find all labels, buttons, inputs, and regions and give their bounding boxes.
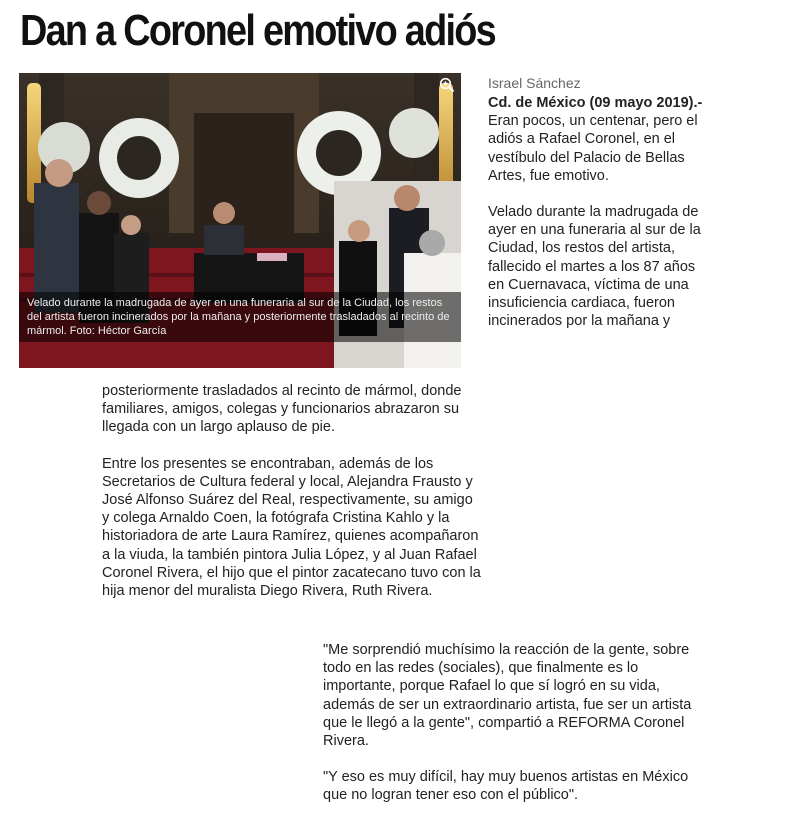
article-body-column: [102, 382, 482, 618]
lead-paragraph: [488, 94, 713, 185]
article-lead-column: [488, 94, 713, 348]
article-quote-column: [323, 641, 693, 823]
article-photo[interactable]: [19, 73, 461, 368]
article-headline: Dan a Coronel emotivo adiós: [20, 6, 496, 55]
paragraph-3: Entre los presentes se encontraban, además de los Secretarios de Cultura federal y local, Alejandra Frausto y José Alfonso Suárez del Real, respectivamente, su amigo y colega Arnaldo Coen, la fotógrafa Cristina Kahlo y la historiadora de arte Laura Ramírez, quienes acompañaron a la viuda, la también pintora Julia López, y al Juan Rafael Coronel Rivera, el hijo que el pintor zacatecano tuvo con la hija menor del muralista Diego Rivera, Ruth Rivera.: [102, 455, 481, 600]
photo-caption: Velado durante la madrugada de ayer en una funeraria al sur de la Ciudad, los restos del artista fueron incinerados por la mañana y posteriormente trasladados al recinto de mármol. Foto: Héctor García: [19, 292, 461, 342]
magnifier-plus-icon[interactable]: [439, 77, 455, 93]
quote-paragraph-1: "Me sorprendió muchísimo la reacción de la gente, sobre todo en las redes (sociales), que finalmente es lo importante, porque Rafael lo que sí logró en su vida, además de ser un extraordinario artista, fue ser un artista que le llegó a la gente", compartió a REFORMA Coronel Rivera.: [323, 642, 692, 750]
paragraph-2-continued: posteriormente trasladados al recinto de mármol, donde familiares, amigos, colegas y funcionarios abrazaron su llegada con un largo aplauso de pie.: [102, 383, 462, 436]
dateline: Cd. de México (09 mayo 2019).-: [488, 95, 703, 111]
quote-paragraph-2: "Y eso es muy difícil, hay muy buenos artistas en México que no logran tener eso con el público".: [323, 769, 689, 804]
author-byline: Israel Sánchez: [488, 75, 581, 91]
lead-text: Eran pocos, un centenar, pero el adiós a Rafael Coronel, en el vestíbulo del Palacio de Bellas Artes, fue emotivo.: [488, 113, 698, 184]
paragraph-2-start: Velado durante la madrugada de ayer en una funeraria al sur de la Ciudad, los restos del artista, fallecido el martes a los 87 años en Cuernavaca, víctima de una insuficiencia cardiaca, fueron incinerados por la mañana y: [488, 204, 701, 330]
